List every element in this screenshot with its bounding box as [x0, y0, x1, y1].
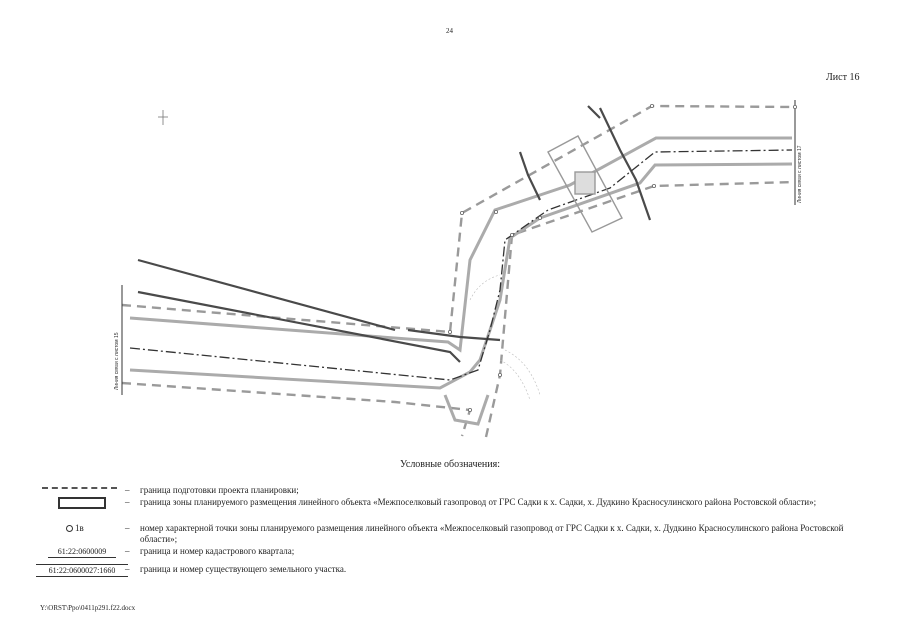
legend-title: Условные обозначения: [400, 459, 501, 470]
land-plot-symbol: 61:22:0600027:1660 [36, 564, 128, 577]
placement-zone [130, 138, 792, 424]
crossing-zone [548, 136, 622, 232]
planning-boundary [122, 106, 795, 437]
sheet-label: Лист 16 [826, 72, 860, 83]
characteristic-points [448, 104, 796, 411]
dashed-line-symbol [42, 487, 117, 489]
cadastral-quarter-symbol: 61:22:0600009 [48, 546, 116, 558]
left-edge-label: Линия связи с листом 15 [114, 332, 120, 390]
footer-file-path: Y:\ORST\Ppo\0411p291.f22.docx [40, 604, 136, 612]
north-arrow-icon [158, 110, 168, 125]
page-number: 24 [446, 27, 453, 35]
rectangle-symbol [58, 497, 106, 509]
point-symbol: 1в [66, 523, 84, 534]
right-edge-label: Линия связи с листом 17 [797, 145, 803, 203]
